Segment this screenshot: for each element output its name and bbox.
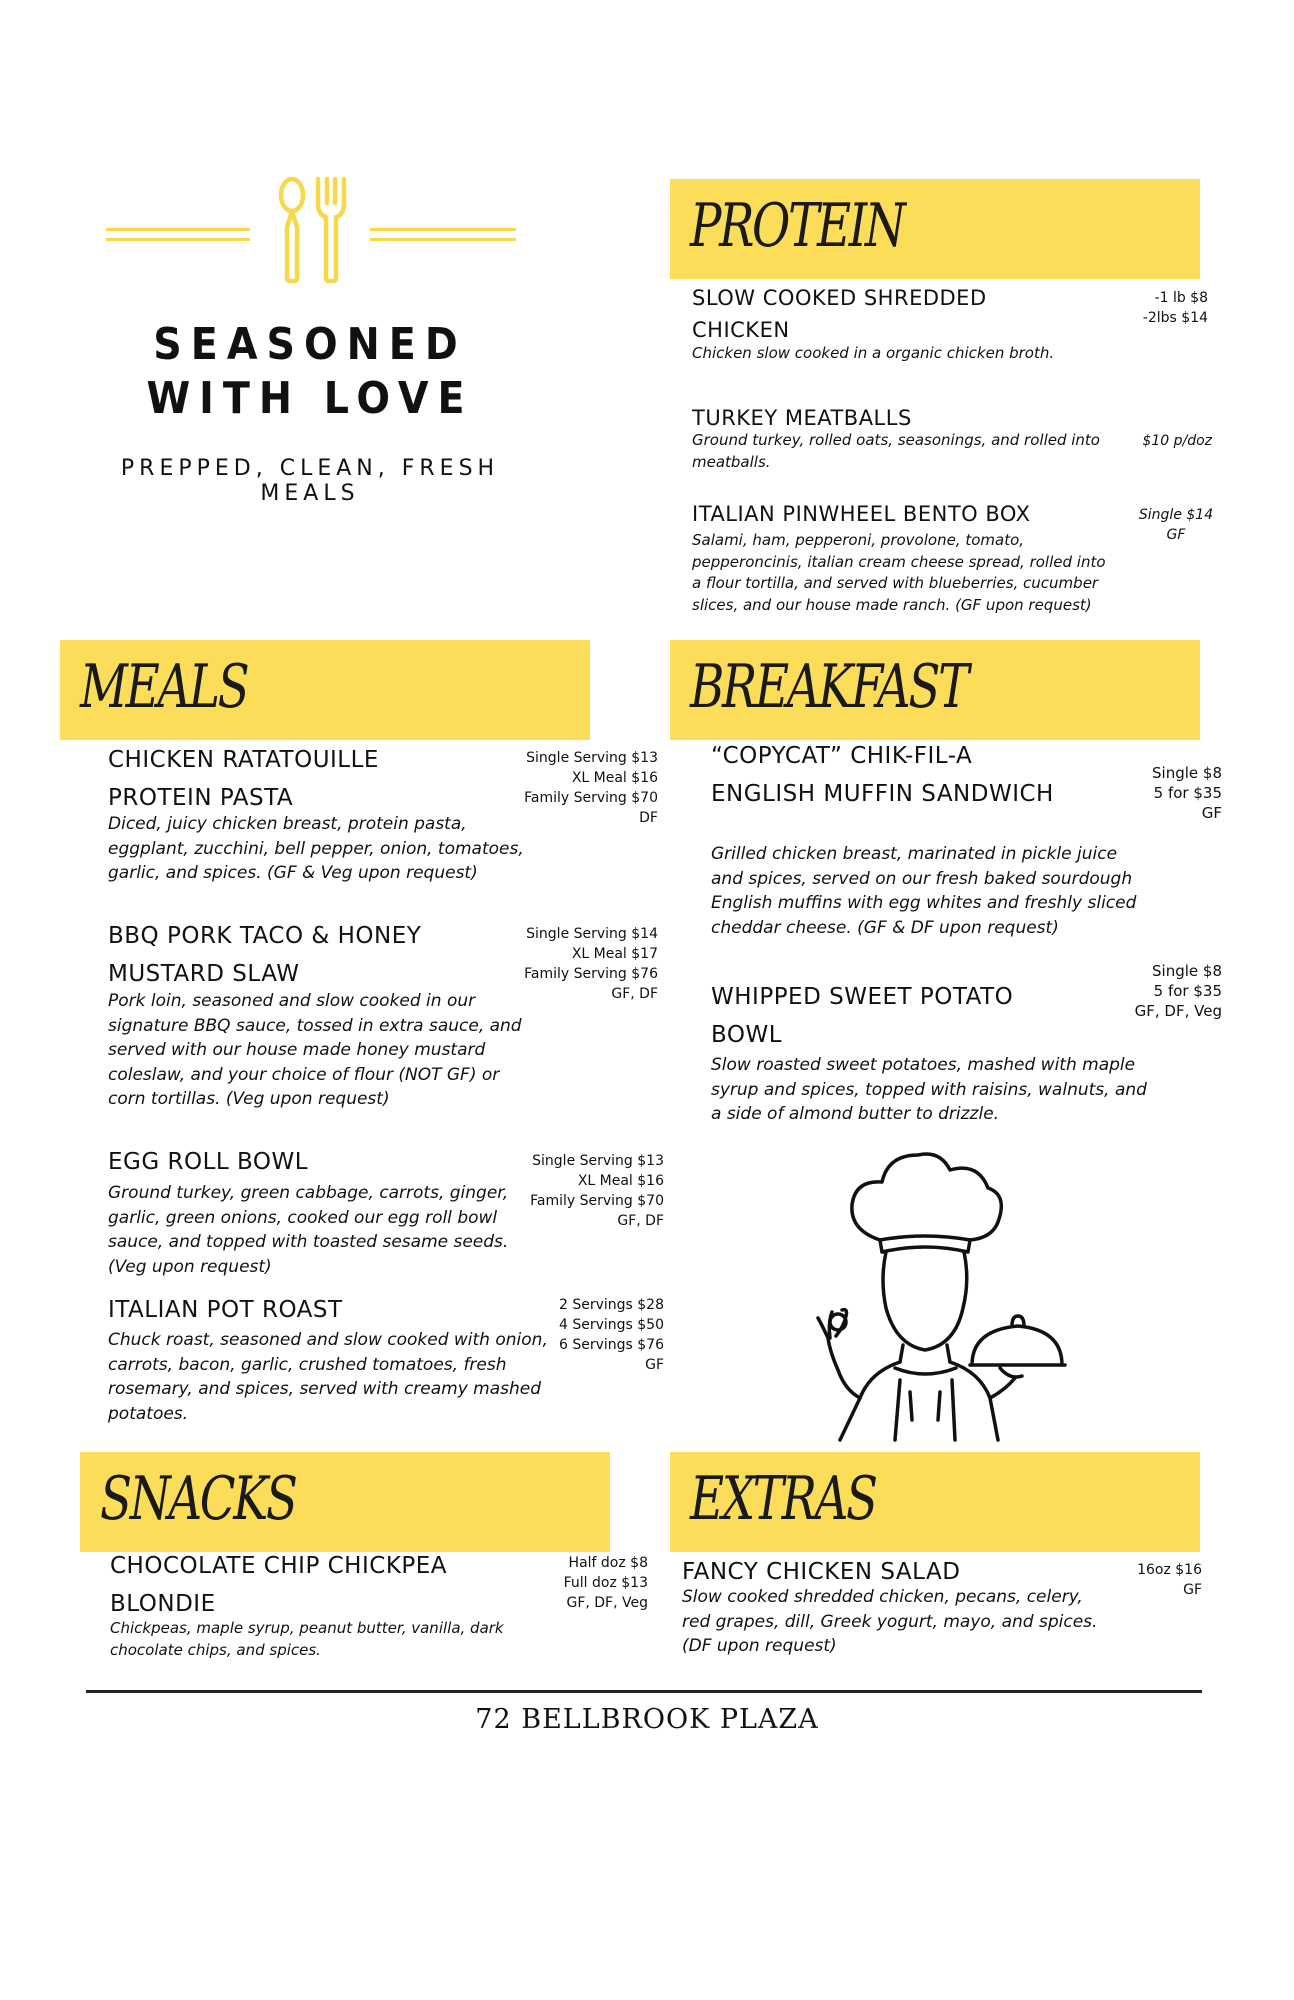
logo-line-left-bottom [106, 238, 250, 241]
snacks-item-price: Half doz $8 Full doz $13 GF, DF, Veg [563, 1555, 648, 1611]
snacks-item-description: Chickpeas, maple syrup, peanut butter, vanilla, dark chocolate chips, and spices. [110, 1619, 504, 1659]
chef-serving-tray-icon [800, 1140, 1070, 1450]
meals-item-description: Chuck roast, seasoned and slow cooked with onion, carrots, bacon, garlic, crushed tomatoes, fresh rosemary, and spices, served with creamy mashed potatoes. [108, 1330, 548, 1424]
meals-item-description: Ground turkey, green cabbage, carrots, ginger, garlic, green onions, cooked our egg roll bowl sauce, and topped with toasted sesame seeds. (Veg upon request) [108, 1183, 509, 1277]
extras-item-price: 16oz $16 GF [1137, 1562, 1202, 1598]
meals-item-name: EGG ROLL BOWL [108, 1149, 309, 1175]
logo-line-left-top [106, 228, 250, 231]
meals-item-price: Single Serving $13 XL Meal $16 Family Serving $70 DF [524, 750, 658, 826]
logo-line-right-top [370, 228, 516, 231]
protein-item-description: Salami, ham, pepperoni, provolone, tomato, pepperoncinis, italian cream cheese spread, rolled into a flour tortilla, and served with blueberries, cucumber slices, and our house made ranch. (GF upon request) [692, 531, 1106, 614]
protein-banner [670, 179, 1200, 279]
spoon-fork-icon [270, 175, 350, 285]
breakfast-item-description: Slow roasted sweet potatoes, mashed with maple syrup and spices, topped with raisins, walnuts, and a side of almond butter to drizzle. [711, 1055, 1147, 1124]
breakfast-banner [670, 640, 1200, 740]
brand-tagline: PREPPED, CLEAN, FRESH MEALS [120, 456, 500, 506]
breakfast-item-name: WHIPPED SWEET POTATO BOWL [711, 984, 1014, 1048]
extras-item-description: Slow cooked shredded chicken, pecans, celery, red grapes, dill, Greek yogurt, mayo, and spices. (DF upon request) [682, 1587, 1098, 1656]
meals-item-price: Single Serving $14 XL Meal $17 Family Serving $76 GF, DF [524, 926, 658, 1002]
snacks-item-name: CHOCOLATE CHIP CHICKPEA BLONDIE [110, 1553, 448, 1617]
breakfast-item-price: Single $8 5 for $35 GF, DF, Veg [1134, 962, 1222, 1020]
breakfast-item-price: Single $8 5 for $35 GF [1152, 764, 1222, 822]
meals-item-description: Pork loin, seasoned and slow cooked in our signature BBQ sauce, tossed in extra sauce, and served with our house made honey mustard coleslaw, and your choice of flour (NOT GF) or corn tortillas. (Veg upon request) [108, 991, 522, 1109]
brand-title: SEASONED WITH LOVE [146, 319, 474, 424]
protein-item-price: $10 p/doz [1142, 433, 1212, 449]
protein-item-description: Chicken slow cooked in a organic chicken broth. [692, 344, 1055, 362]
breakfast-item-name: “COPYCAT” CHIK-FIL-A ENGLISH MUFFIN SANDWICH [711, 743, 1054, 807]
extras-heading: EXTRAS [690, 1464, 876, 1534]
meals-item-name: ITALIAN POT ROAST [108, 1297, 343, 1323]
meals-item-name: CHICKEN RATATOUILLE PROTEIN PASTA [108, 747, 379, 811]
protein-item-name: SLOW COOKED SHREDDED CHICKEN [692, 286, 987, 342]
footer-divider [86, 1690, 1202, 1693]
meals-item-name: BBQ PORK TACO & HONEY MUSTARD SLAW [108, 923, 422, 987]
protein-item-price: Single $14 GF [1138, 507, 1214, 543]
meals-item-price: 2 Servings $28 4 Servings $50 6 Servings $76 GF [558, 1297, 664, 1373]
extras-item-name: FANCY CHICKEN SALAD [682, 1559, 961, 1585]
meals-heading: MEALS [80, 652, 248, 722]
logo-line-right-bottom [370, 238, 516, 241]
snacks-banner [80, 1452, 610, 1552]
meals-banner [60, 640, 590, 740]
protein-item-name: ITALIAN PINWHEEL BENTO BOX [692, 502, 1031, 526]
footer-address: 72 BELLBROOK PLAZA [475, 1704, 819, 1735]
breakfast-heading: BREAKFAST [690, 652, 967, 722]
extras-banner [670, 1452, 1200, 1552]
meals-item-description: Diced, juicy chicken breast, protein pasta, eggplant, zucchini, bell pepper, onion, tomatoes, garlic, and spices. (GF & Veg upon request) [108, 814, 524, 883]
protein-heading: PROTEIN [690, 191, 904, 261]
protein-item-name: TURKEY MEATBALLS [692, 406, 912, 430]
meals-item-price: Single Serving $13 XL Meal $16 Family Serving $70 GF, DF [530, 1153, 664, 1229]
protein-item-price: -1 lb $8 -2lbs $14 [1142, 290, 1208, 326]
snacks-heading: SNACKS [100, 1464, 296, 1534]
breakfast-item-description: Grilled chicken breast, marinated in pickle juice and spices, served on our fresh baked sourdough English muffins with egg whites and freshly sliced cheddar cheese. (GF & DF upon request) [711, 844, 1137, 938]
protein-item-description: Ground turkey, rolled oats, seasonings, and rolled into meatballs. [692, 431, 1100, 471]
